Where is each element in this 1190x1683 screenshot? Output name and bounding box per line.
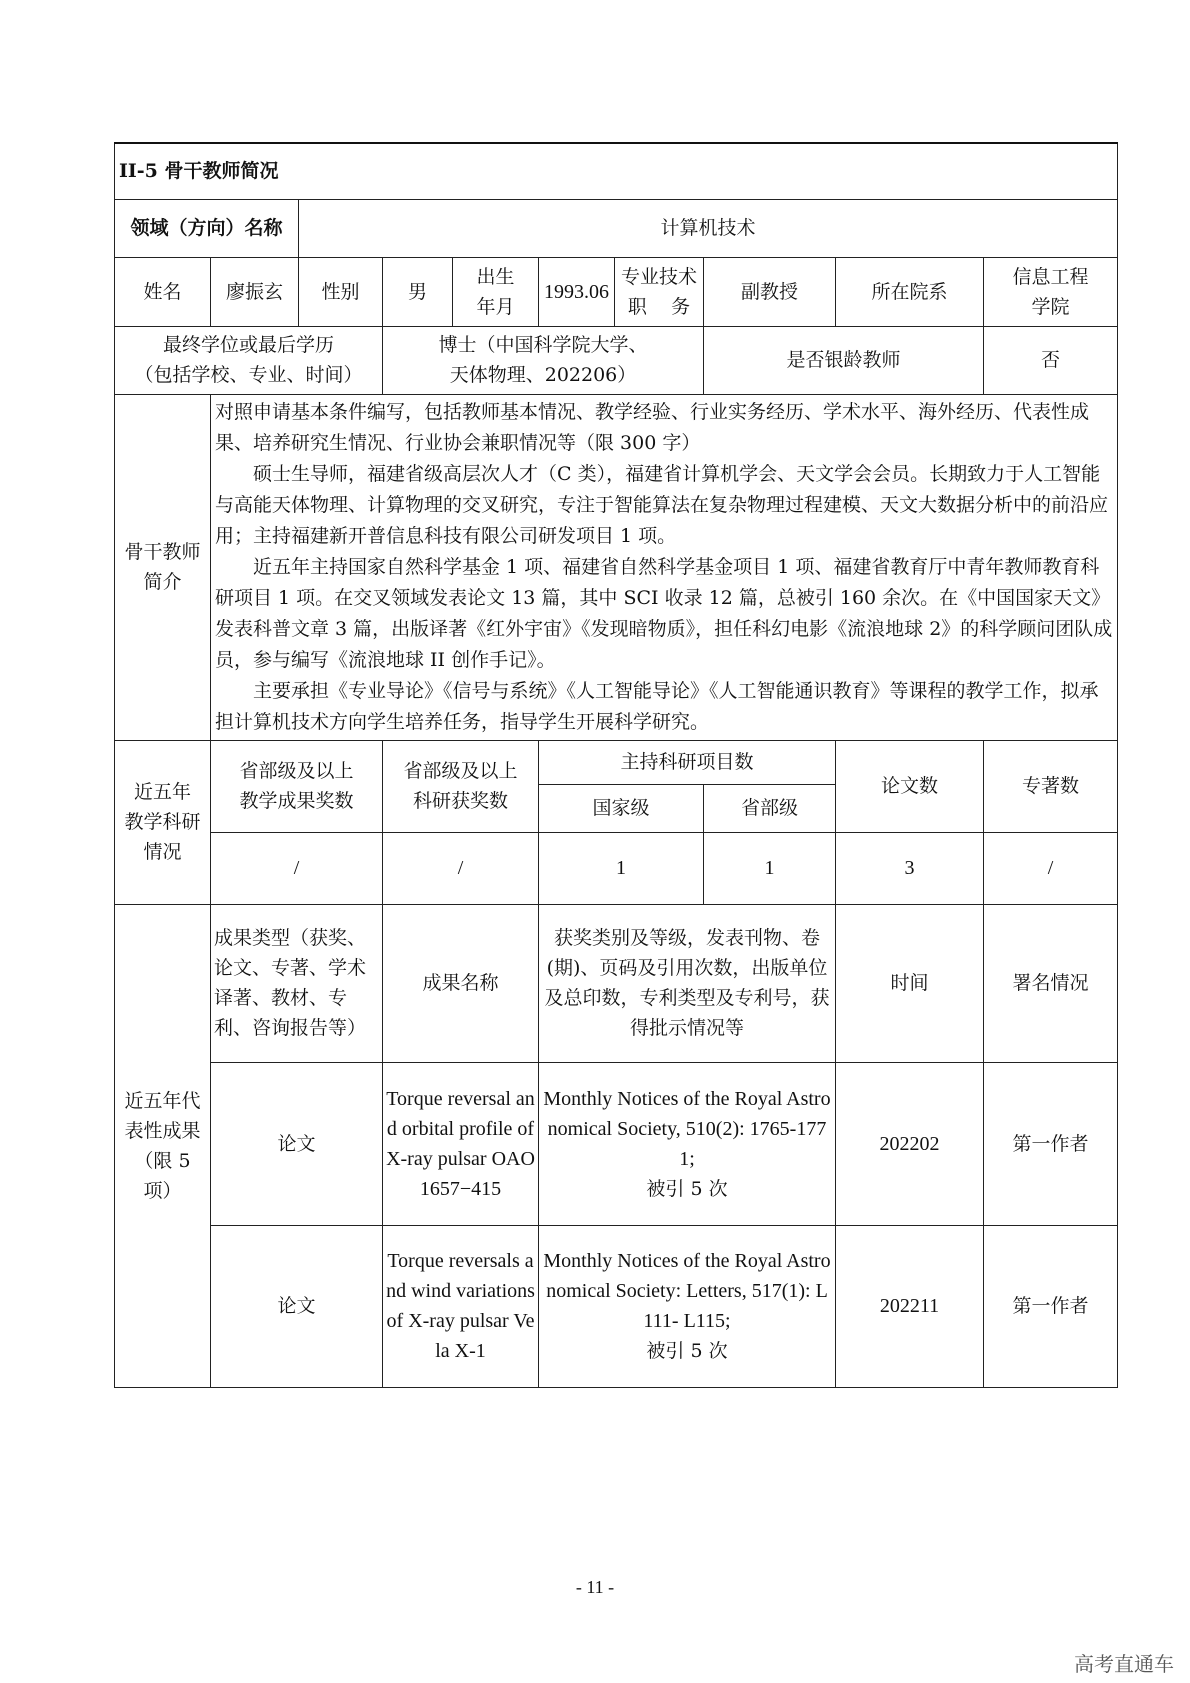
- field-value: 计算机技术: [299, 199, 1118, 257]
- national-header: 国家级: [539, 784, 704, 832]
- dept-label: 所在院系: [836, 257, 984, 326]
- intro-instruction: 对照申请基本条件编写，包括教师基本情况、教学经验、行业实务经历、学术水平、海外经历、代表性成果、培养研究生情况、行业协会兼职情况等（限 300 字）: [215, 400, 1090, 454]
- achievement-time: 202202: [836, 1062, 984, 1225]
- teacher-profile-table: [114, 142, 1118, 1388]
- watermark: 高考直通车: [1074, 1652, 1174, 1676]
- intro-label: 骨干教师 简介: [115, 394, 211, 740]
- name-value: 廖振玄: [211, 257, 299, 326]
- projects-header: 主持科研项目数: [539, 740, 836, 784]
- birth-label: 出生 年月: [453, 257, 539, 326]
- books-value: /: [984, 832, 1118, 904]
- achievement-detail: Monthly Notices of the Royal Astronomical Society: Letters, 517(1): L111- L115; 被引 5 次: [539, 1225, 836, 1387]
- intro-text: [211, 394, 1118, 740]
- papers-value: 3: [836, 832, 984, 904]
- achievement-name: Torque reversal and orbital profile of X-ray pulsar OAO 1657−415: [383, 1062, 539, 1225]
- achievement-detail: Monthly Notices of the Royal Astronomical Society, 510(2): 1765-1771; 被引 5 次: [539, 1062, 836, 1225]
- books-header: 专著数: [984, 740, 1118, 832]
- papers-header: 论文数: [836, 740, 984, 832]
- national-value: 1: [539, 832, 704, 904]
- degree-label: 最终学位或最后学历 （包括学校、专业、时间）: [115, 326, 383, 394]
- intro-paragraph-1: 硕士生导师，福建省级高层次人才（C 类），福建省计算机学会、天文学会会员。长期致力于人工智能与高能天体物理、计算物理的交叉研究，专注于智能算法在复杂物理过程建模、天文大数据分析中的前沿应用；主持福建新开普信息科技有限公司研发项目 1 项。: [215, 462, 1109, 547]
- intro-paragraph-2: 近五年主持国家自然科学基金 1 项、福建省自然科学基金项目 1 项、福建省教育厅中青年教师教育科研项目 1 项。在交叉领域发表论文 13 篇，其中 SCI 收录 12 篇，总被引 160 余次。在《中国国家天文》发表科普文章 3 篇，出版译著《红外宇宙》《发现暗物质》，担任科幻电影《流浪地球 2》的科学顾问团队成员，参与编写《流浪地球 II 创作手记》。: [215, 555, 1113, 671]
- achievement-type: 论文: [211, 1062, 383, 1225]
- intro-paragraph-3: 主要承担《专业导论》《信号与系统》《人工智能导论》《人工智能通识教育》等课程的教学工作，拟承担计算机技术方向学生培养任务，指导学生开展科学研究。: [215, 679, 1099, 733]
- gender-label: 性别: [299, 257, 383, 326]
- achievement-time-header: 时间: [836, 904, 984, 1062]
- achievement-authorship-header: 署名情况: [984, 904, 1118, 1062]
- research-label: 近五年 教学科研 情况: [115, 740, 211, 904]
- title-label: 专业技术 职 务: [615, 257, 704, 326]
- section-title: II-5 骨干教师简况: [115, 143, 1118, 199]
- achievement-type: 论文: [211, 1225, 383, 1387]
- table-row: [115, 1062, 1118, 1225]
- gender-value: 男: [383, 257, 453, 326]
- achievement-name-header: 成果名称: [383, 904, 539, 1062]
- page-number: - 11 -: [575, 1577, 615, 1597]
- field-label: 领域（方向）名称: [115, 199, 299, 257]
- achievement-detail-header: 获奖类别及等级，发表刊物、卷(期)、页码及引用次数，出版单位及总印数，专利类型及专利号，获得批示情况等: [539, 904, 836, 1062]
- title-value: 副教授: [704, 257, 836, 326]
- teaching-award-header: 省部级及以上 教学成果奖数: [211, 740, 383, 832]
- dept-value: 信息工程 学院: [984, 257, 1118, 326]
- achievement-authorship: 第一作者: [984, 1062, 1118, 1225]
- research-award-value: /: [383, 832, 539, 904]
- teaching-award-value: /: [211, 832, 383, 904]
- silver-teacher-value: 否: [984, 326, 1118, 394]
- achievement-name: Torque reversals and wind variations of X-ray pulsar Vela X-1: [383, 1225, 539, 1387]
- achievement-time: 202211: [836, 1225, 984, 1387]
- provincial-value: 1: [704, 832, 836, 904]
- degree-value: 博士（中国科学院大学、 天体物理、202206）: [383, 326, 704, 394]
- silver-teacher-label: 是否银龄教师: [704, 326, 984, 394]
- achievements-label: 近五年代 表性成果 （限 5 项）: [115, 904, 211, 1387]
- name-label: 姓名: [115, 257, 211, 326]
- provincial-header: 省部级: [704, 784, 836, 832]
- achievement-type-header: 成果类型（获奖、论文、专著、学术译著、教材、专利、咨询报告等）: [211, 904, 383, 1062]
- research-award-header: 省部级及以上 科研获奖数: [383, 740, 539, 832]
- table-row: [115, 1225, 1118, 1387]
- birth-value: 1993.06: [539, 257, 615, 326]
- achievement-authorship: 第一作者: [984, 1225, 1118, 1387]
